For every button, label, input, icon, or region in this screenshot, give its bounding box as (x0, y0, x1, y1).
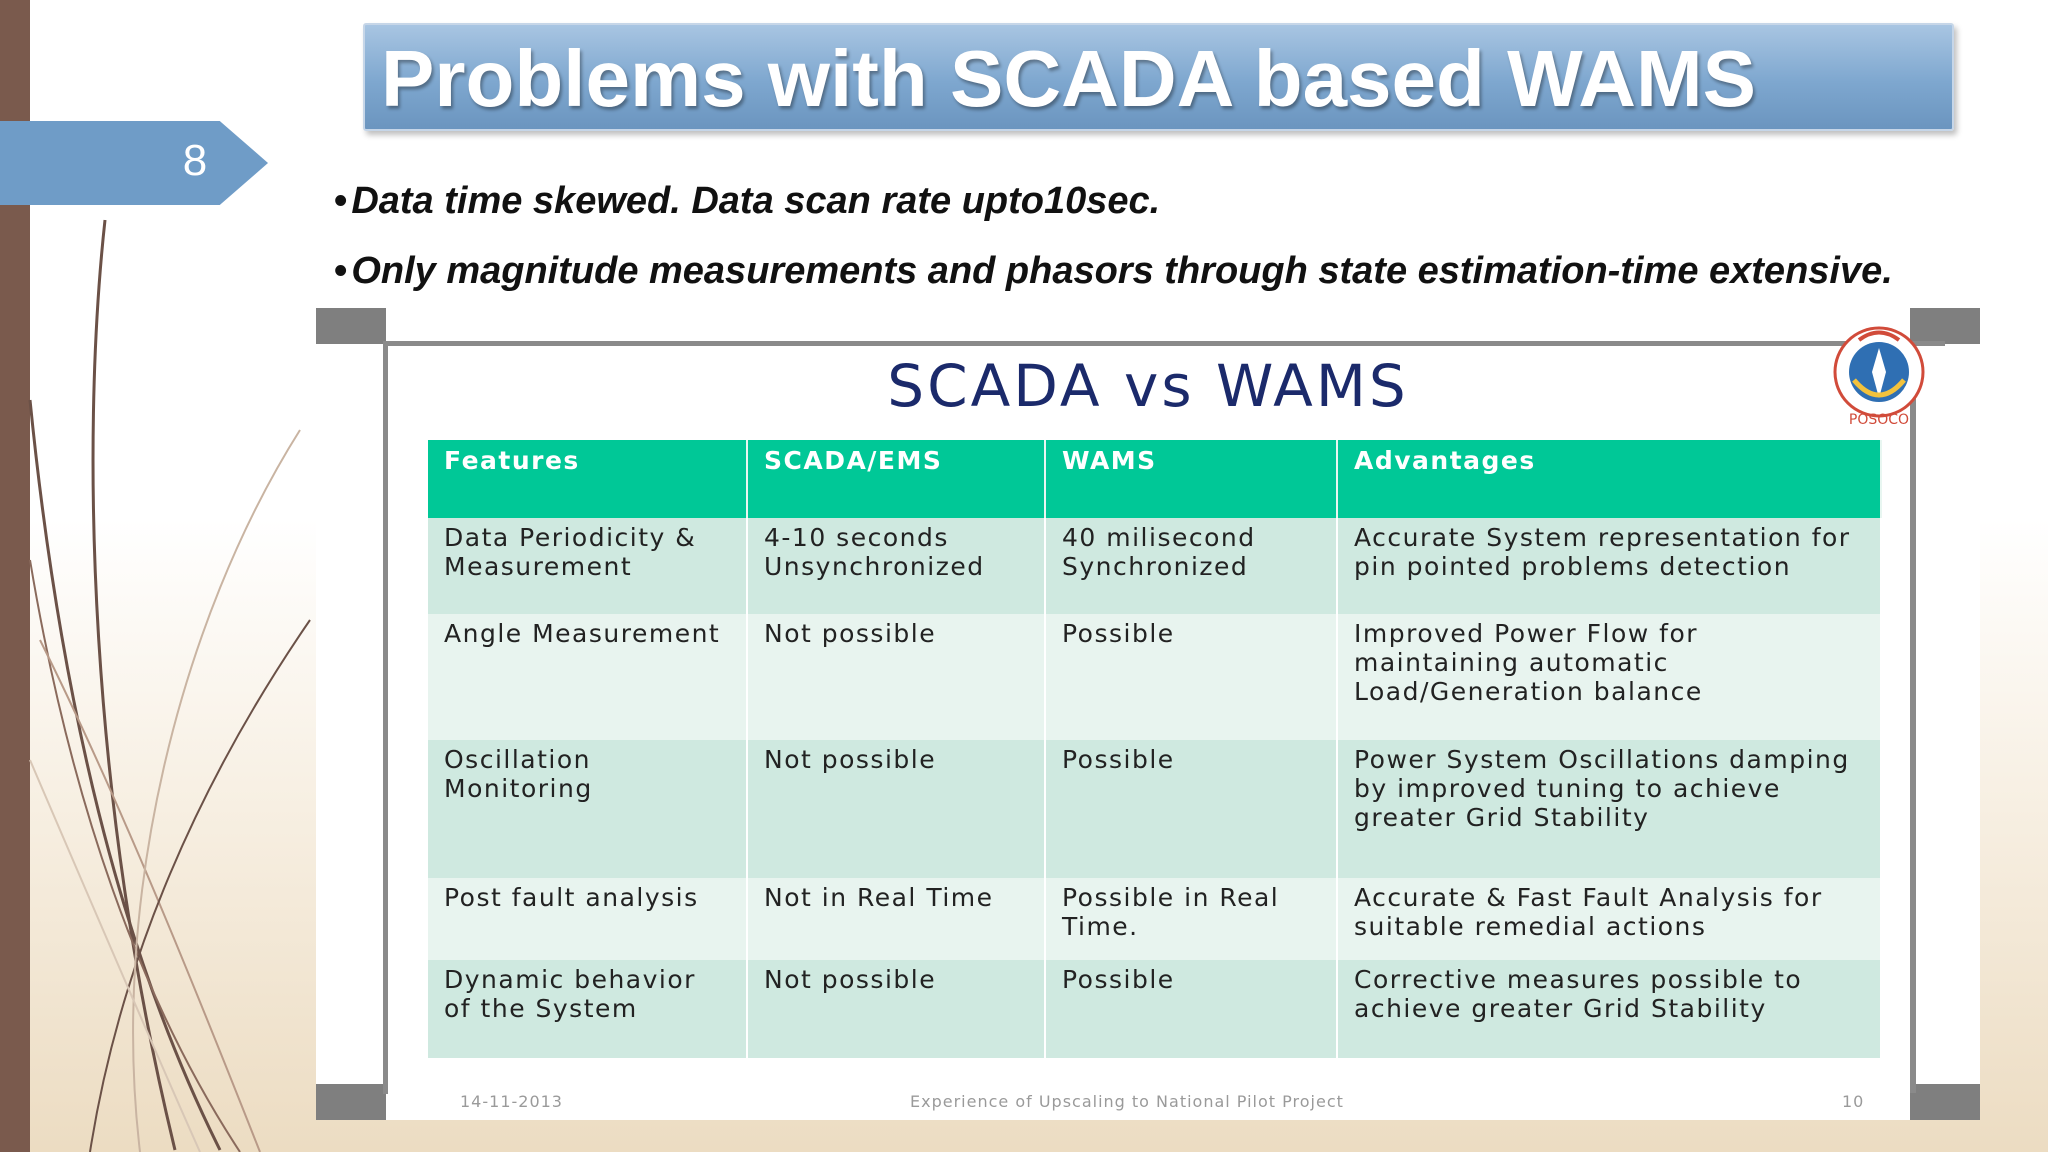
table-cell: Possible (1045, 960, 1337, 1058)
header-scada: SCADA/EMS (747, 440, 1045, 518)
table-cell: Improved Power Flow for maintaining automatic Load/Generation balance (1337, 614, 1881, 740)
table-cell: Accurate & Fast Fault Analysis for suitable remedial actions (1337, 878, 1881, 960)
table-row (428, 740, 1881, 878)
table-row (428, 960, 1881, 1058)
bullet-item-2: • Only magnitude measurements and phasors through state estimation-time extensive. (334, 250, 1893, 292)
table-cell: Oscillation Monitoring (428, 740, 747, 878)
embed-inner-frame-right (1910, 363, 1916, 1093)
table-cell: Not possible (747, 960, 1045, 1058)
logo-text: POSOCO (1848, 412, 1910, 428)
table-row (428, 878, 1881, 960)
table-row (428, 518, 1881, 614)
table-row (428, 614, 1881, 740)
table-cell: Corrective measures possible to achieve greater Grid Stability (1337, 960, 1881, 1058)
bullet-text-1: Data time skewed. Data scan rate upto10sec. (351, 180, 1161, 222)
page-number: 8 (182, 136, 208, 185)
table-cell: Data Periodicity & Measurement (428, 518, 747, 614)
table-cell: Power System Oscillations damping by improved tuning to achieve greater Grid Stability (1337, 740, 1881, 878)
embedded-title: SCADA vs WAMS (887, 352, 1409, 420)
table-cell: Not possible (747, 740, 1045, 878)
embedded-slide-image (316, 308, 1980, 1120)
embed-footer-date: 14-11-2013 (460, 1092, 563, 1111)
table-cell: Dynamic behavior of the System (428, 960, 747, 1058)
slide-title: Problems with SCADA based WAMS (381, 34, 1756, 123)
embed-footer-text: Experience of Upscaling to National Pilot Project (910, 1092, 1344, 1111)
table-cell: Accurate System representation for pin pointed problems detection (1337, 518, 1881, 614)
embed-corner-bottom-left (316, 1084, 386, 1120)
table-cell: Post fault analysis (428, 878, 747, 960)
table-cell: 4-10 seconds Unsynchronized (747, 518, 1045, 614)
table-cell: Not in Real Time (747, 878, 1045, 960)
comparison-table (428, 440, 1882, 1058)
header-wams: WAMS (1045, 440, 1337, 518)
header-features: Features (428, 440, 747, 518)
table-header-row (428, 440, 1881, 518)
embed-corner-top-left (316, 308, 386, 344)
table-cell: Possible in Real Time. (1045, 878, 1337, 960)
table-cell: Possible (1045, 614, 1337, 740)
table-cell: Not possible (747, 614, 1045, 740)
bullet-item-1: • Data time skewed. Data scan rate upto10sec. (334, 180, 1161, 222)
posoco-logo (1814, 320, 1944, 430)
page-number-tab (0, 121, 268, 205)
bullet-text-2: Only magnitude measurements and phasors through state estimation-time extensive. (351, 250, 1893, 292)
header-advantages: Advantages (1337, 440, 1881, 518)
table-cell: Angle Measurement (428, 614, 747, 740)
table-cell: 40 milisecond Synchronized (1045, 518, 1337, 614)
title-banner (363, 23, 1954, 131)
embed-footer-page: 10 (1842, 1092, 1865, 1111)
table-cell: Possible (1045, 740, 1337, 878)
